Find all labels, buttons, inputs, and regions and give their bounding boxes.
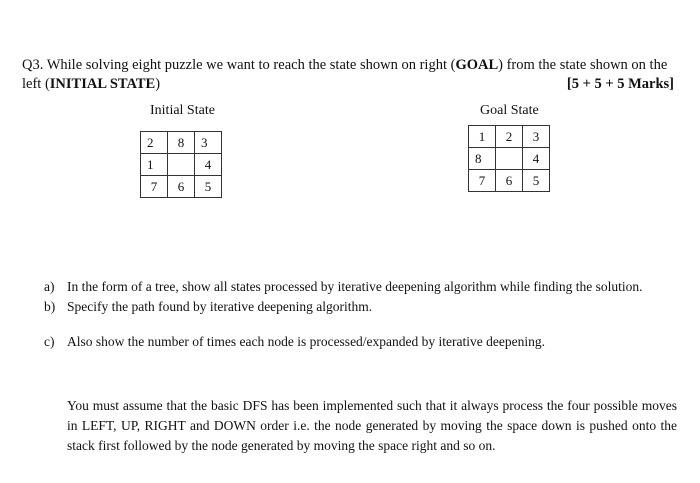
grid-cell: 7 <box>141 176 168 198</box>
question-text-part1: While solving eight puzzle we want to reach the state shown on right ( <box>43 57 456 73</box>
question-text-part3: ) <box>155 76 161 92</box>
goal-state-grid <box>468 125 550 192</box>
goal-state-title: Goal State <box>480 103 539 118</box>
grid-cell: 1 <box>141 154 168 176</box>
question-part-c <box>44 332 676 352</box>
grid-row <box>141 176 222 198</box>
grid-cell: 3 <box>523 126 550 148</box>
grid-row <box>469 126 550 148</box>
part-marker: b) <box>44 299 56 314</box>
initial-state-keyword: INITIAL STATE <box>49 76 156 92</box>
initial-state-title: Initial State <box>150 103 215 118</box>
grid-cell: 5 <box>195 176 222 198</box>
goal-keyword: GOAL <box>455 57 499 73</box>
grid-cell <box>496 148 523 170</box>
part-text: Also show the number of times each node is processed/expanded by iterative deepening. <box>67 334 545 349</box>
grid-cell: 6 <box>168 176 195 198</box>
question-text-part2: ) from the state shown on the left ( <box>22 57 668 92</box>
part-text: Specify the path found by iterative deepening algorithm. <box>67 299 373 314</box>
grid-row <box>141 154 222 176</box>
question-parts-list <box>44 277 676 352</box>
grid-row <box>141 132 222 154</box>
part-marker: c) <box>44 334 55 349</box>
grid-cell: 4 <box>523 148 550 170</box>
grid-cell: 7 <box>469 170 496 192</box>
question-text <box>22 56 674 94</box>
grid-row <box>469 170 550 192</box>
grid-cell: 2 <box>141 132 168 154</box>
grid-cell: 5 <box>523 170 550 192</box>
marks-label: [5 + 5 + 5 Marks] <box>566 76 674 92</box>
grid-cell: 6 <box>496 170 523 192</box>
grid-cell: 8 <box>469 148 496 170</box>
question-part-a <box>44 277 676 297</box>
question-label: Q3. <box>22 57 44 73</box>
part-marker: a) <box>44 279 55 294</box>
dfs-assumption-note: You must assume that the basic DFS has been implemented such that it always process the four possible moves in LEFT, UP, RIGHT and DOWN order i.e. the node generated by moving the space down is pushed onto the stack first followed by the node generated by moving the space right and so on. <box>67 398 677 453</box>
grid-cell: 3 <box>195 132 222 154</box>
grid-cell <box>168 154 195 176</box>
question-part-b <box>44 297 676 317</box>
grid-cell: 4 <box>195 154 222 176</box>
grid-cell: 2 <box>496 126 523 148</box>
grid-row <box>469 148 550 170</box>
grid-cell: 8 <box>168 132 195 154</box>
initial-state-grid <box>140 131 222 198</box>
part-text: In the form of a tree, show all states processed by iterative deepening algorithm while finding the solution. <box>67 279 643 294</box>
grid-cell: 1 <box>469 126 496 148</box>
